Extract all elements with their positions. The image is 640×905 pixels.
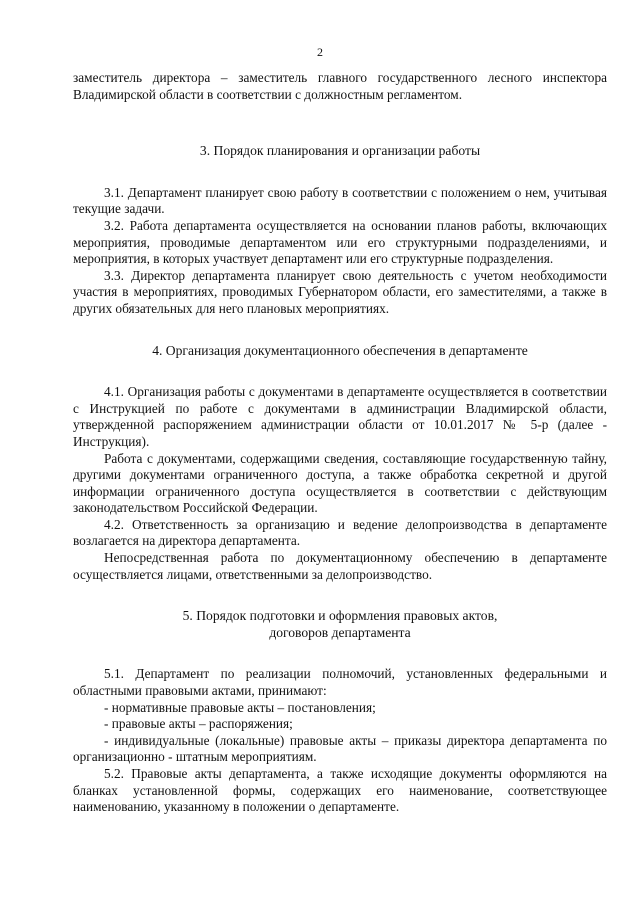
paragraph-5-1: 5.1. Департамент по реализации полномочий, установленных федеральными и областными правовыми актами, принимают: (73, 666, 607, 699)
list-item: - нормативные правовые акты – постановления; (104, 699, 376, 715)
section-4-heading: 4. Организация документационного обеспечения в департаменте (152, 342, 528, 358)
spacer (73, 160, 607, 185)
paragraph-4-2: 4.2. Ответственность за организацию и ведение делопроизводства в департаменте возлагается на директора департамента. (73, 516, 607, 549)
spacer (73, 641, 607, 666)
spacer (73, 103, 607, 143)
spacer (73, 359, 607, 384)
paragraph-4-1-secret: Работа с документами, содержащими сведения, составляющие государственную тайну, другими документами ограниченного доступа, а также обработка секретной и другой информации ограниченного доступа осуществляется в соответствии с действующим законодательством Российской Федерации. (73, 450, 607, 516)
section-5-heading-line-2: договоров департамента (269, 624, 411, 640)
spacer (73, 318, 607, 343)
intro-paragraph: заместитель директора – заместитель главного государственного лесного инспектора Владимирской области в соответствии с должностным регламентом. (73, 70, 607, 102)
list-item-individual-acts: - индивидуальные (локальные) правовые акты – приказы директора департамента по организационно - штатным мероприятиям. (73, 732, 607, 765)
section-5-heading-line-1: 5. Порядок подготовки и оформления правовых актов, (182, 608, 498, 624)
page-number: 2 (317, 45, 323, 59)
spacer (73, 583, 607, 608)
paragraph-3-2: 3.2. Работа департамента осуществляется на основании планов работы, включающих мероприятия, проводимые департаментом или его структурными подразделениями, и мероприятия, в которых участвует департамент или его структурные подразделения. (73, 217, 607, 267)
document-body (73, 70, 607, 816)
paragraph-3-3: 3.3. Директор департамента планирует свою деятельность с учетом необходимости участия в мероприятиях, проводимых Губернатором области, его заместителями, а также в других обязательных для него плановых мероприятиях. (73, 267, 607, 316)
list-item: - правовые акты – распоряжения; (104, 716, 293, 732)
paragraph-5-2: 5.2. Правовые акты департамента, а также исходящие документы оформляются на бланках установленной формы, содержащих его наименование, соответствующее наименованию, указанному в положении о департаменте. (73, 766, 607, 815)
paragraph-4-2-direct: Непосредственная работа по документационному обеспечению в департаменте осуществляется лицами, ответственными за делопроизводство. (73, 550, 607, 582)
paragraph-3-1: 3.1. Департамент планирует свою работу в соответствии с положением о нем, учитывая текущие задачи. (73, 184, 607, 217)
paragraph-4-1: 4.1. Организация работы с документами в департаменте осуществляется в соответствии с Инструкцией по работе с документами в администрации Владимирской области, утвержденной распоряжением администрации области от 10.01.2017 № 5-р (далее - Инструкция). (73, 384, 607, 449)
section-3-heading: 3. Порядок планирования и организации работы (199, 143, 481, 159)
